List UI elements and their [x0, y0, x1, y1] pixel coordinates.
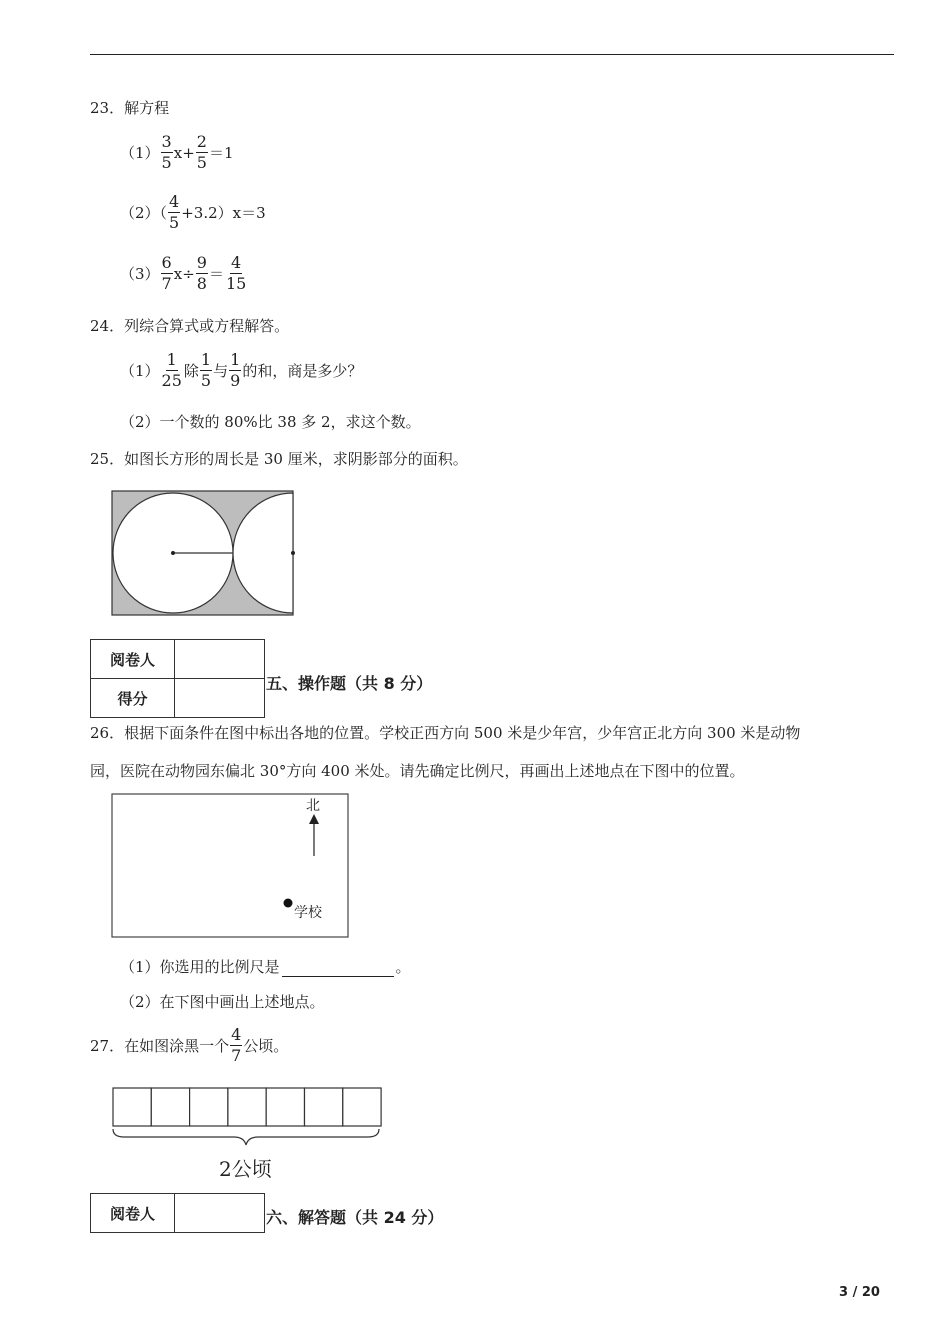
hectare-cell[interactable]: [190, 1088, 228, 1126]
header-rule: [90, 54, 894, 55]
q23-part3: （3） $\frac{6}{7}$ x÷ $\frac{9}{8}$ ＝ $\frac{4}{15}$: [120, 253, 247, 293]
score-table: [90, 639, 265, 718]
q26-part2: （2）在下图中画出上述地点。: [120, 993, 325, 1011]
q26-text-line2: 园，医院在动物园东偏北 30°方向 400 米处。请先确定比例尺，再画出上述地点在下图中的位置。: [90, 762, 745, 780]
hectare-cell[interactable]: [266, 1088, 304, 1126]
q26-part1: （1）你选用的比例尺是 。: [120, 958, 411, 976]
fraction: $\frac{1}{5}$: [200, 350, 212, 390]
fraction: $\frac{6}{7}$: [161, 253, 172, 293]
section-title: 五、操作题（共 8 分）: [266, 674, 433, 693]
hectare-cells-figure: [110, 1085, 384, 1147]
brace: [113, 1129, 379, 1145]
fraction: $\frac{9}{8}$: [196, 253, 207, 293]
center-dot: [171, 551, 175, 555]
fraction: $\frac{2}{5}$: [196, 132, 207, 172]
reviewer-cell[interactable]: [175, 640, 265, 679]
q26-text-line1: 26．根据下面条件在图中标出各地的位置。学校正西方向 500 米是少年宫，少年宫正北方向 300 米是动物: [90, 724, 801, 742]
rectangle-circles-figure: [110, 489, 298, 619]
school-label: 学校: [294, 905, 322, 921]
fraction: $\frac{3}{5}$: [161, 132, 172, 172]
fraction: $\frac{4}{5}$: [169, 192, 180, 232]
score-label: 得分: [91, 679, 175, 718]
reviewer-label: 阅卷人: [91, 640, 175, 679]
hectare-cell[interactable]: [228, 1088, 266, 1126]
q24-part1: （1） $\frac{1}{25}$ 除 $\frac{1}{5}$ 与 $\frac{1}{9}$ 的和，商是多少？: [120, 350, 363, 390]
fraction: $\frac{1}{9}$: [230, 350, 241, 390]
reviewer-cell[interactable]: [175, 1194, 265, 1233]
hectare-cell[interactable]: [151, 1088, 189, 1126]
q25-title: 25．如图长方形的周长是 30 厘米，求阴影部分的面积。: [90, 450, 468, 468]
hectare-cell[interactable]: [305, 1088, 343, 1126]
fraction: $\frac{1}{25}$: [161, 350, 182, 390]
q23-part1: （1） $\frac{3}{5}$ x+ $\frac{2}{5}$ ＝1: [120, 132, 234, 172]
score-cell[interactable]: [175, 679, 265, 718]
q23-part2: （2）（ $\frac{4}{5}$ +3.2）x＝3: [120, 192, 266, 232]
reviewer-label: 阅卷人: [91, 1194, 175, 1233]
q24-title: 24．列综合算式或方程解答。: [90, 317, 290, 335]
section-title-2: 六、解答题（共 24 分）: [266, 1208, 444, 1227]
center-dot: [291, 551, 295, 555]
fraction: $\frac{4}{7}$: [231, 1025, 242, 1065]
score-table-2: [90, 1193, 265, 1233]
q24-part2: （2）一个数的 80%比 38 多 2，求这个数。: [120, 413, 421, 431]
hectare-cell[interactable]: [113, 1088, 151, 1126]
hectare-cell[interactable]: [343, 1088, 381, 1126]
north-label: 北: [306, 798, 320, 814]
q27-text: 27．在如图涂黑一个 $\frac{4}{7}$ 公顷。: [90, 1025, 289, 1065]
fraction: $\frac{4}{15}$: [225, 253, 247, 293]
q23-title: 23．解方程: [90, 99, 170, 117]
page-number: 3 / 20: [839, 1285, 880, 1300]
school-dot: [284, 899, 293, 908]
answer-blank[interactable]: [282, 962, 394, 977]
brace-label: 2公顷: [219, 1157, 272, 1181]
